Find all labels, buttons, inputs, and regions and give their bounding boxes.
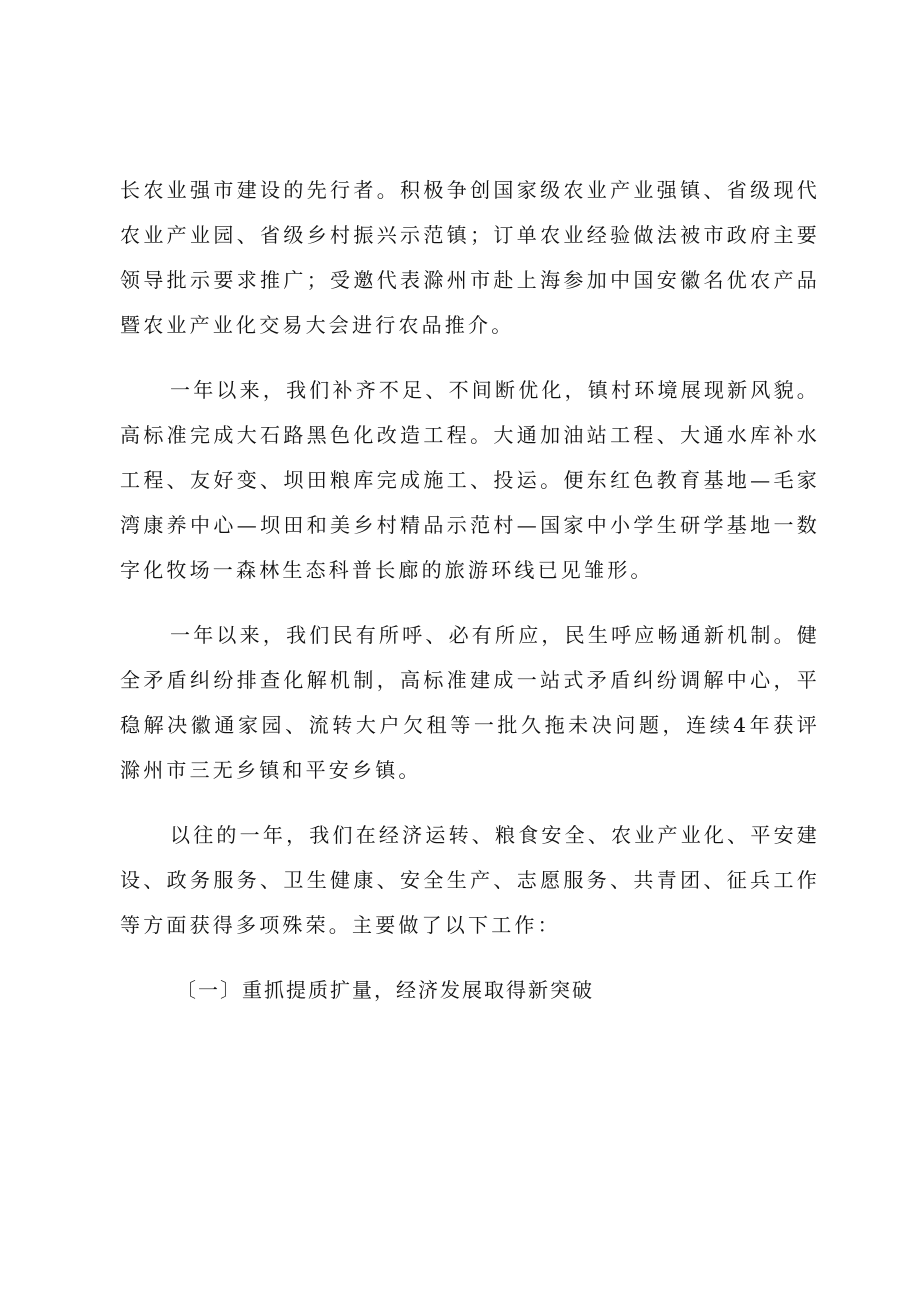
paragraph-continuation: 长农业强市建设的先行者。积极争创国家级农业产业强镇、省级现代农业产业园、省级乡村振兴示范镇；订单农业经验做法被市政府主要领导批示要求推广；受邀代表滁州市赴上海参加中国安徽名优农产品暨农业产业化交易大会进行农品推介。 — [120, 178, 820, 337]
document-body — [120, 168, 820, 1013]
section-heading: 〔一〕重抓提质扩量，经济发展取得新突破 — [176, 978, 594, 1002]
paragraph-summary: 以往的一年，我们在经济运转、粮食安全、农业产业化、平安建设、政务服务、卫生健康、安全生产、志愿服务、共青团、征兵工作等方面获得多项殊荣。主要做了以下工作： — [120, 823, 820, 937]
paragraph-livelihood: 一年以来，我们民有所呼、必有所应，民生呼应畅通新机制。健全矛盾纠纷排查化解机制，高标准建成一站式矛盾纠纷调解中心，平稳解决徽通家园、流转大户欠租等一批久拖未决问题，连续4年获评滁州市三无乡镇和平安乡镇。 — [120, 623, 820, 782]
paragraph-environment: 一年以来，我们补齐不足、不间断优化，镇村环境展现新风貌。高标准完成大石路黑色化改造工程。大通加油站工程、大通水库补水工程、友好变、坝田粮库完成施工、投运。便东红色教育基地—毛家湾康养中心—坝田和美乡村精品示范村—国家中小学生研学基地一数字化牧场一森林生态科普长廊的旅游环线已见雏形。 — [120, 378, 820, 582]
